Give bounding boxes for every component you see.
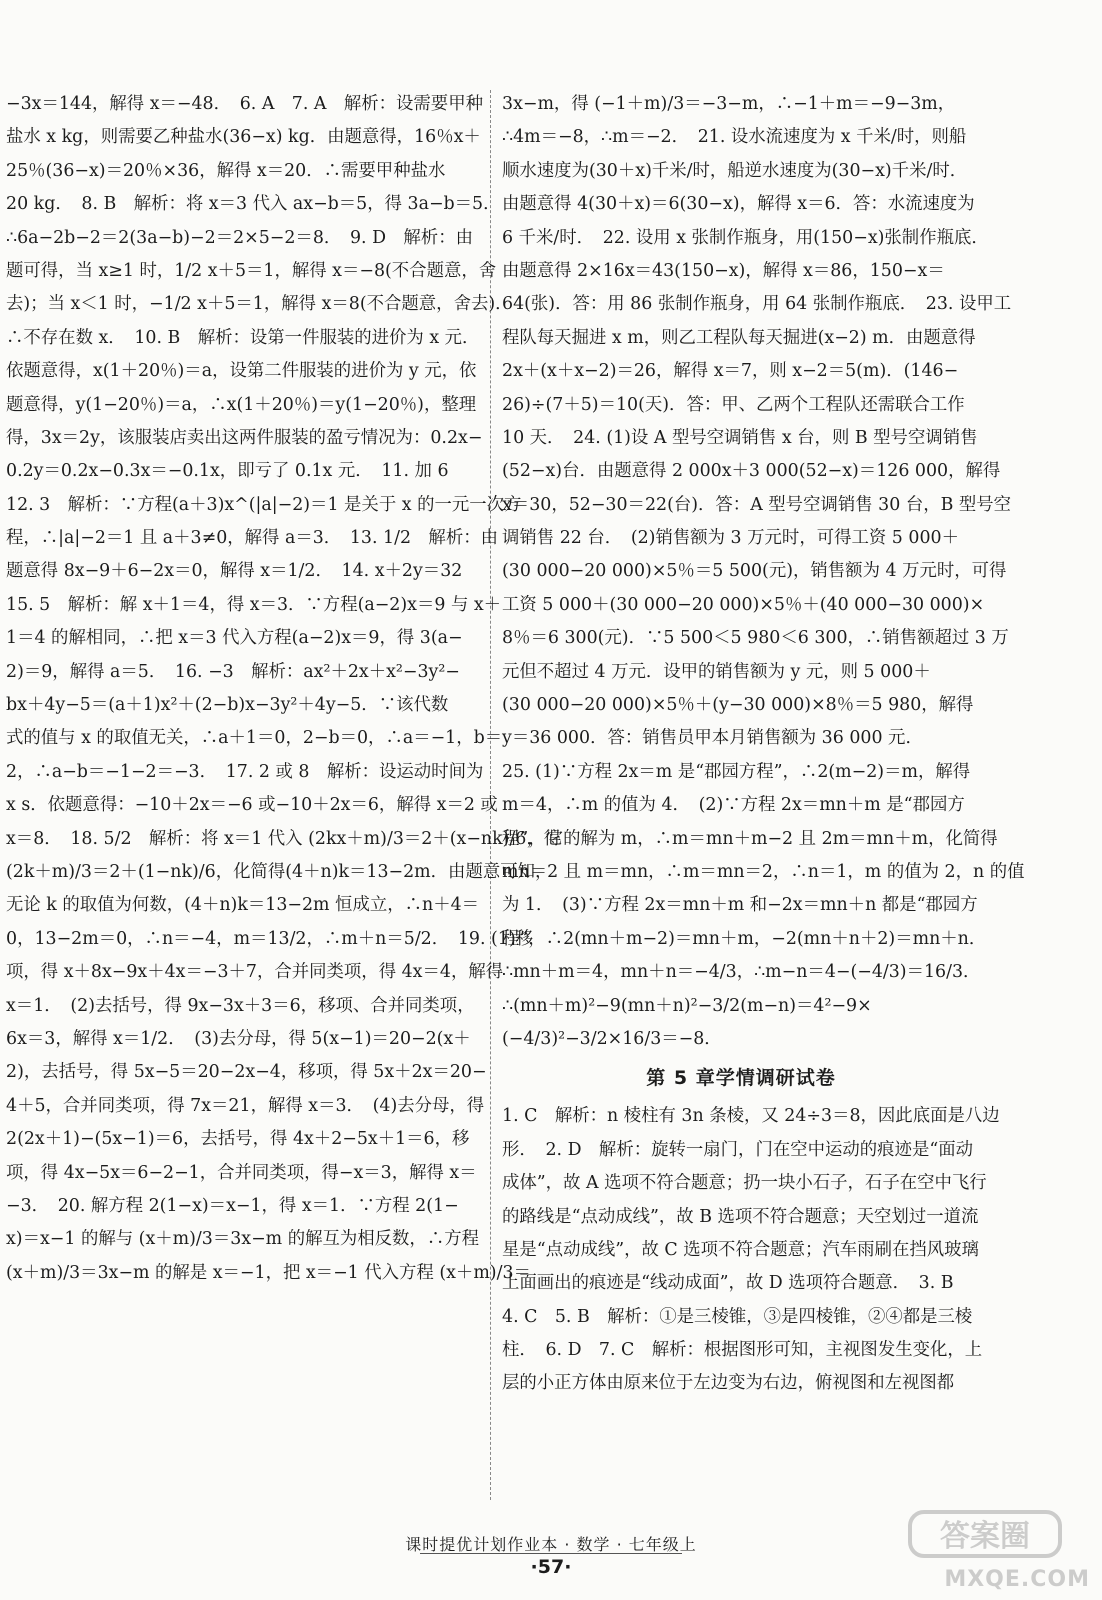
text-line: ∴4m＝−8，∴m＝−2． 21. 设水流速度为 x 千米/时，则船 <box>502 127 967 148</box>
watermark-logo-icon <box>906 1506 1066 1562</box>
text-line: bx＋4y−5＝(a＋1)x²＋(2−b)x−3y²＋4y−5．∵该代数 <box>6 695 449 716</box>
section-title: 第 5 章学情调研试卷 <box>646 1067 836 1090</box>
text-line: 2)，去括号，得 5x−5＝20−2x−4，移项，得 5x＋2x＝20− <box>6 1062 487 1083</box>
text-line: 成体”，故 A 选项不符合题意；扔一块小石子，石子在空中飞行 <box>502 1173 987 1194</box>
footer-rule <box>420 1553 682 1554</box>
text-line: ∴mn＋m＝4，mn＋n＝−4/3，∴m−n＝4−(−4/3)＝16/3． <box>502 962 981 983</box>
text-line: 2x＋(x＋x−2)＝26，解得 x＝7，则 x−2＝5(m)．(146− <box>502 361 959 382</box>
text-line: (30 000−20 000)×5％＋(y−30 000)×8％＝5 980，解得 <box>502 695 974 716</box>
text-line: 上面画出的痕迹是“线动成面”，故 D 选项符合题意． 3. B <box>502 1273 954 1294</box>
text-line: 的路线是“点动成线”，故 B 选项不符合题意；天空划过一道流 <box>502 1206 979 1227</box>
text-line: 依题意得，x(1＋20％)＝a，设第二件服装的进价为 y 元，依 <box>6 361 477 382</box>
watermark <box>894 1506 1094 1592</box>
text-line: 4. C 5. B 解析：①是三棱锥，③是四棱锥，②④都是三棱 <box>502 1306 973 1327</box>
text-line: x s．依题意得：−10＋2x＝−6 或−10＋2x＝6，解得 x＝2 或 <box>6 795 498 816</box>
text-line: 26)÷(7＋5)＝10(天)．答：甲、乙两个工程队还需联合工作 <box>502 394 965 415</box>
text-line: 25％(36−x)＝20％×36，解得 x＝20．∴需要甲种盐水 <box>6 160 446 181</box>
text-line: 无论 k 的取值为何数，(4＋n)k＝13−2m 恒成立，∴n＋4＝ <box>6 895 480 916</box>
text-line: 6 千米/时． 22. 设用 x 张制作瓶身，用(150−x)张制作瓶底． <box>502 227 989 248</box>
left-column <box>6 88 562 1290</box>
text-line: 1＝4 的解相同，∴把 x＝3 代入方程(a−2)x＝9，得 3(a− <box>6 628 463 649</box>
text-line: 20 kg． 8. B 解析：将 x＝3 代入 ax−b＝5，得 3a−b＝5． <box>6 194 501 215</box>
text-line: 0，13−2m＝0，∴n＝−4，m＝13/2，∴m＋n＝5/2． 19. (1)移 <box>6 928 534 949</box>
text-line: (−4/3)²−3/2×16/3＝−8． <box>502 1028 722 1049</box>
text-line: 层的小正方体由原来位于左边变为右边，俯视图和左视图都 <box>502 1373 955 1394</box>
watermark-logo-text: 答案圈 <box>940 1519 1030 1554</box>
text-line: 2)＝9，解得 a＝5． 16. −3 解析：ax²＋2x＋x²−3y²− <box>6 661 460 682</box>
text-line: (52−x)台．由题意得 2 000x＋3 000(52−x)＝126 000，解得 <box>502 461 1001 482</box>
text-line: 项，得 x＋8x−9x＋4x＝−3＋7，合并同类项，得 4x＝4，解得 <box>6 962 504 983</box>
text-line: −3． 20. 解方程 2(1−x)＝x−1，得 x＝1．∵方程 2(1− <box>6 1195 459 1216</box>
text-line: 元但不超过 4 万元．设甲的销售额为 y 元，则 5 000＋ <box>502 661 931 682</box>
book-title: 课时提优计划作业本 · 数学 · 七年级上 <box>405 1535 697 1554</box>
text-line: 10 天． 24. (1)设 A 型号空调销售 x 台，则 B 型号空调销售 <box>502 427 978 448</box>
text-line: 顺水速度为(30＋x)千米/时，船逆水速度为(30−x)千米/时． <box>502 160 968 181</box>
text-line: x)＝x−1 的解与 (x＋m)/3＝3x−m 的解互为相反数，∴方程 <box>6 1229 479 1250</box>
text-line: 题可得，当 x≥1 时，1/2 x＋5＝1，解得 x＝−8(不合题意，舍 <box>6 260 497 281</box>
text-line: 题意得，y(1−20％)＝a，∴x(1＋20％)＝y(1−20％)，整理 <box>6 394 477 415</box>
text-line: 式的值与 x 的取值无关，∴a＋1＝0，2−b＝0，∴a＝−1，b＝ <box>6 728 503 749</box>
text-line: 程”，它的解为 m，∴m＝mn＋m−2 且 2m＝mn＋m，化简得 <box>502 828 998 849</box>
text-line: 程”，∴2(mn＋m−2)＝mn＋m，−2(mn＋n＋2)＝mn＋n． <box>502 928 987 949</box>
text-line: ∴6a−2b−2＝2(3a−b)−2＝2×5−2＝8． 9. D 解析：由 <box>6 227 473 248</box>
text-line: 为 1． (3)∵方程 2x＝mn＋m 和−2x＝mn＋n 都是“郡园方 <box>502 895 978 916</box>
text-line: 3x−m，得 (−1＋m)/3＝−3−m，∴−1＋m＝−9−3m， <box>502 94 956 114</box>
text-line: ∴不存在数 x． 10. B 解析：设第一件服装的进价为 x 元． <box>6 327 480 348</box>
text-line: 15. 5 解析：解 x＋1＝4，得 x＝3．∵方程(a−2)x＝9 与 x＋ <box>6 594 502 615</box>
text-line: 项，得 4x−5x＝6−2−1，合并同类项，得−x＝3，解得 x＝ <box>6 1162 477 1183</box>
text-line: 程队每天掘进 x m，则乙工程队每天掘进(x−2) m．由题意得 <box>502 327 976 348</box>
page-number: ·57· <box>530 1556 572 1578</box>
text-line: 形． 2. D 解析：旋转一扇门，门在空中运动的痕迹是“面动 <box>502 1139 974 1160</box>
text-line: 柱． 6. D 7. C 解析：根据图形可知，主视图发生变化，上 <box>502 1340 983 1361</box>
text-line: 得，3x＝2y，该服装店卖出这两件服装的盈亏情况为：0.2x− <box>6 427 483 448</box>
text-line: x＝1． (2)去括号，得 9x−3x＋3＝6，移项、合并同类项， <box>6 995 475 1016</box>
text-line: 工资 5 000＋(30 000−20 000)×5％＋(40 000−30 000)× <box>502 594 985 615</box>
text-line: 由题意得 2×16x＝43(150−x)，解得 x＝86，150−x＝ <box>502 260 945 281</box>
text-line: 6x＝3，解得 x＝1/2． (3)去分母，得 5(x−1)＝20−2(x＋ <box>6 1028 471 1049</box>
text-line: (2k＋m)/3＝2＋(1−nk)/6，化简得(4＋n)k＝13−2m．由题意可知， <box>6 861 553 882</box>
text-line: 程，∴|a|−2＝1 且 a＋3≠0，解得 a＝3． 13. 1/2 解析：由 <box>6 528 498 549</box>
text-line: 8％＝6 300(元)．∵5 500＜5 980＜6 300，∴销售额超过 3 万 <box>502 628 1009 649</box>
text-line: mn＝2 且 m＝mn，∴m＝mn＝2，∴n＝1，m 的值为 2，n 的值 <box>502 861 1025 882</box>
text-line: 4＋5，合并同类项，得 7x＝21，解得 x＝3． (4)去分母，得 <box>6 1095 485 1116</box>
text-line: m＝4，∴m 的值为 4． (2)∵方程 2x＝mn＋m 是“郡园方 <box>502 795 965 816</box>
right-column <box>502 88 1025 1401</box>
text-line: ∴(mn＋m)²−9(mn＋n)²−3/2(m−n)＝4²−9× <box>502 995 872 1016</box>
text-line: y＝36 000．答：销售员甲本月销售额为 36 000 元． <box>502 728 923 749</box>
text-line: 调销售 22 台． (2)销售额为 3 万元时，可得工资 5 000＋ <box>502 528 959 549</box>
text-line: 由题意得 4(30＋x)＝6(30−x)，解得 x＝6．答：水流速度为 <box>502 194 975 215</box>
right-column-lines <box>502 88 1025 1056</box>
text-line: (30 000−20 000)×5％＝5 500(元)，销售额为 4 万元时，可得 <box>502 561 1007 582</box>
text-line: 题意得 8x−9＋6−2x＝0，解得 x＝1/2． 14. x＋2y＝32 <box>6 561 463 582</box>
text-line: 25. (1)∵方程 2x＝m 是“郡园方程”，∴2(m−2)＝m，解得 <box>502 761 971 782</box>
text-line: 盐水 x kg，则需要乙种盐水(36−x) kg．由题意得，16％x＋ <box>6 127 481 148</box>
text-line: 星是“点动成线”，故 C 选项不符合题意；汽车雨刷在挡风玻璃 <box>502 1239 979 1260</box>
text-line: 2(2x＋1)−(5x−1)＝6，去括号，得 4x＋2−5x＋1＝6，移 <box>6 1129 470 1150</box>
text-line: −3x＝144，解得 x＝−48． 6. A 7. A 解析：设需要甲种 <box>6 94 483 114</box>
text-line: 12. 3 解析：∵方程(a＋3)x^(|a|−2)＝1 是关于 x 的一元一次方 <box>6 494 522 515</box>
text-line: 1. C 解析：n 棱柱有 3n 条棱，又 24÷3＝8，因此底面是八边 <box>502 1106 1000 1127</box>
text-line: 64(张)．答：用 86 张制作瓶身，用 64 张制作瓶底． 23. 设甲工 <box>502 294 1012 315</box>
text-line: x＝30，52−30＝22(台)．答：A 型号空调销售 30 台，B 型号空 <box>502 494 1012 515</box>
section-lines <box>502 1100 1000 1401</box>
text-line: x＝8． 18. 5/2 解析：将 x＝1 代入 (2kx＋m)/3＝2＋(x−nk)/6，得 <box>6 828 562 849</box>
text-line: 去)；当 x＜1 时，−1/2 x＋5＝1，解得 x＝8(不合题意，舍去)． <box>6 294 513 315</box>
text-line: 2，∴a−b＝−1−2＝−3． 17. 2 或 8 解析：设运动时间为 <box>6 761 484 782</box>
watermark-site: MXQE.COM <box>944 1567 1090 1592</box>
text-line: (x＋m)/3＝3x−m 的解是 x＝−1，把 x＝−1 代入方程 (x＋m)/3＝ <box>6 1262 531 1283</box>
text-line: 0.2y＝0.2x−0.3x＝−0.1x，即亏了 0.1x 元． 11. 加 6 <box>6 461 449 482</box>
